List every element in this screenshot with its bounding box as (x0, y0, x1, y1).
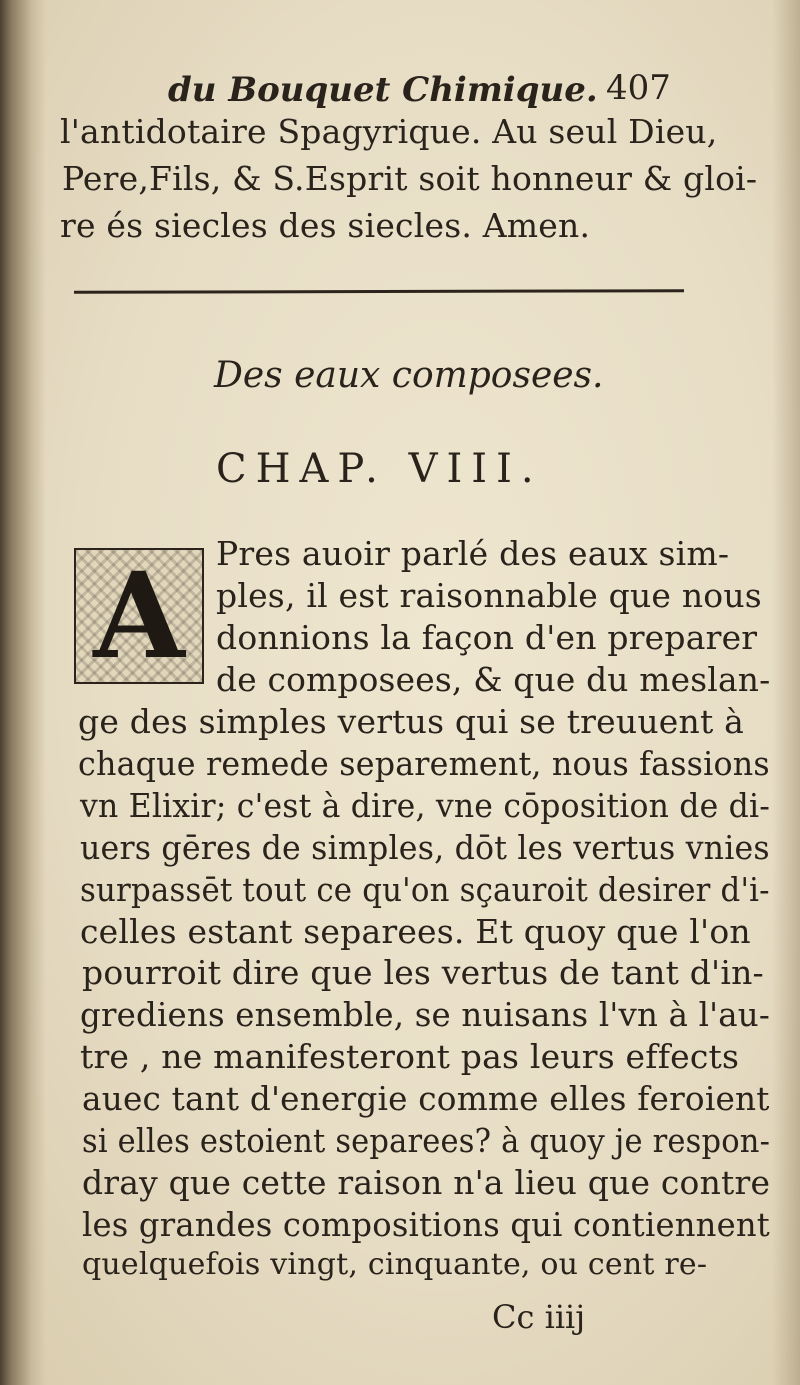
text-line: de composees, & que du meslan- (216, 659, 771, 699)
text-line: celles estant separees. Et quoy que l'on (80, 911, 751, 951)
text-line: grediens ensemble, se nuisans l'vn à l'au- (80, 995, 770, 1035)
section-divider-rule (74, 289, 684, 294)
text-line: Pres auoir parlé des eaux sim- (216, 534, 730, 573)
page-edge-shadow (772, 0, 800, 1385)
initial-letter: A (93, 546, 185, 685)
text-line: surpassēt tout ce qu'on sçauroit desirer d'i- (80, 869, 770, 909)
text-line: l'antidotaire Spagyrique. Au seul Dieu, (60, 112, 718, 151)
text-line: les grandes compositions qui contiennent (82, 1205, 770, 1245)
page-number: 407 (606, 68, 671, 108)
catchword: Cc iiij (492, 1298, 586, 1336)
text-line: re és siecles des siecles. Amen. (60, 206, 591, 245)
text-line: vn Elixir; c'est à dire, vne cōposition de di- (80, 785, 771, 825)
text-line: quelquefois vingt, cinquante, ou cent re- (82, 1247, 708, 1282)
text-line: tre , ne manifesteront pas leurs effects (80, 1037, 740, 1077)
text-line: pourroit dire que les vertus de tant d'in- (82, 953, 764, 993)
text-line: donnions la façon d'en preparer (216, 617, 758, 657)
text-line: si elles estoient separees? à quoy je respon- (82, 1121, 771, 1161)
text-line: ples, il est raisonnable que nous (216, 575, 762, 615)
text-line: ge des simples vertus qui se treuuent à (78, 701, 744, 741)
text-line: chaque remede separement, nous fassions (78, 743, 770, 783)
text-line: dray que cette raison n'a lieu que contre (82, 1163, 771, 1203)
text-line: Pere,Fils, & S.Esprit soit honneur & gloi- (62, 159, 758, 198)
running-head: du Bouquet Chimique. (168, 70, 598, 110)
section-title: Des eaux composees. (214, 355, 604, 396)
ornamental-initial (74, 548, 204, 684)
text-line: auec tant d'energie comme elles feroient (82, 1079, 770, 1119)
binding-shadow (0, 0, 46, 1385)
text-line: uers gēres de simples, dōt les vertus vnies (80, 827, 770, 867)
chapter-title: CHAP. VIII. (216, 446, 543, 492)
